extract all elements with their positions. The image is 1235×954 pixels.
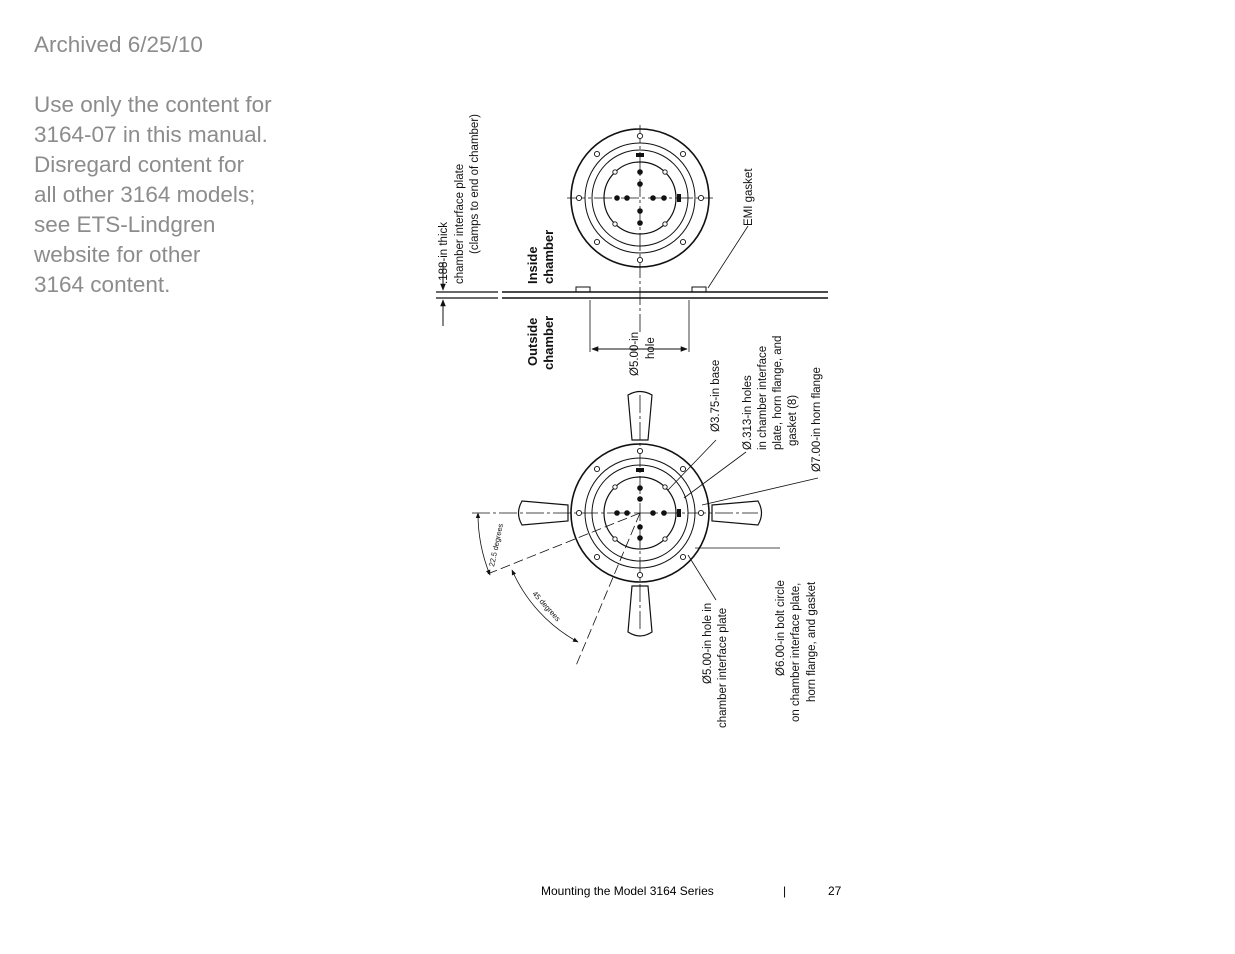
- label-plate-thickness: .188-in thick: [438, 221, 450, 284]
- label-holes-313-line3: plate, horn flange, and: [772, 335, 784, 450]
- page-number: 27: [828, 884, 842, 898]
- label-emi-gasket: EMI gasket: [743, 168, 755, 226]
- horn-flange-connector-pins: [614, 468, 681, 541]
- label-outside-chamber: chamber: [541, 315, 556, 370]
- label-hole-diameter: Ø5.00-in: [629, 331, 641, 376]
- label-outside: Outside: [525, 317, 540, 366]
- label-base-diameter: Ø3.75-in base: [710, 359, 722, 432]
- label-plate-hole: Ø5.00-in hole in: [702, 602, 714, 684]
- interface-plate-connector-pins: [614, 153, 681, 226]
- label-bolt-circle: Ø6.00-in bolt circle: [775, 580, 787, 676]
- label-horn-flange: Ø7.00-in horn flange: [811, 367, 823, 472]
- label-bolt-circle-line2: on chamber interface plate,: [790, 582, 802, 722]
- label-inside: Inside: [525, 246, 540, 284]
- footer-separator: |: [783, 884, 787, 898]
- footer-section-title: Mounting the Model 3164 Series: [541, 884, 714, 898]
- label-plate-hole-line2: chamber interface plate: [717, 607, 729, 728]
- label-holes-313: Ø.313-in holes: [742, 375, 754, 450]
- interface-plate-view: [436, 125, 828, 352]
- archive-stamp: Archived 6/25/10: [34, 32, 203, 57]
- archive-instructions: Use only the content for 3164-07 in this manual. Disregard content for all other 3164 models; see ETS-Lindgren website for other 3164 content.: [34, 92, 272, 297]
- label-holes-313-line2: in chamber interface: [757, 345, 769, 450]
- label-plate-name: chamber interface plate: [454, 163, 466, 284]
- label-hole: hole: [645, 337, 657, 359]
- label-plate-clamps: (clamps to end of chamber): [469, 114, 481, 254]
- label-inside-chamber: chamber: [541, 229, 556, 284]
- label-45-degrees: 45 degrees: [530, 589, 563, 624]
- label-bolt-circle-line3: horn flange, and gasket: [806, 581, 818, 702]
- label-22-5-degrees: 22.5 degrees: [487, 522, 506, 568]
- label-holes-313-line4: gasket (8): [787, 394, 799, 446]
